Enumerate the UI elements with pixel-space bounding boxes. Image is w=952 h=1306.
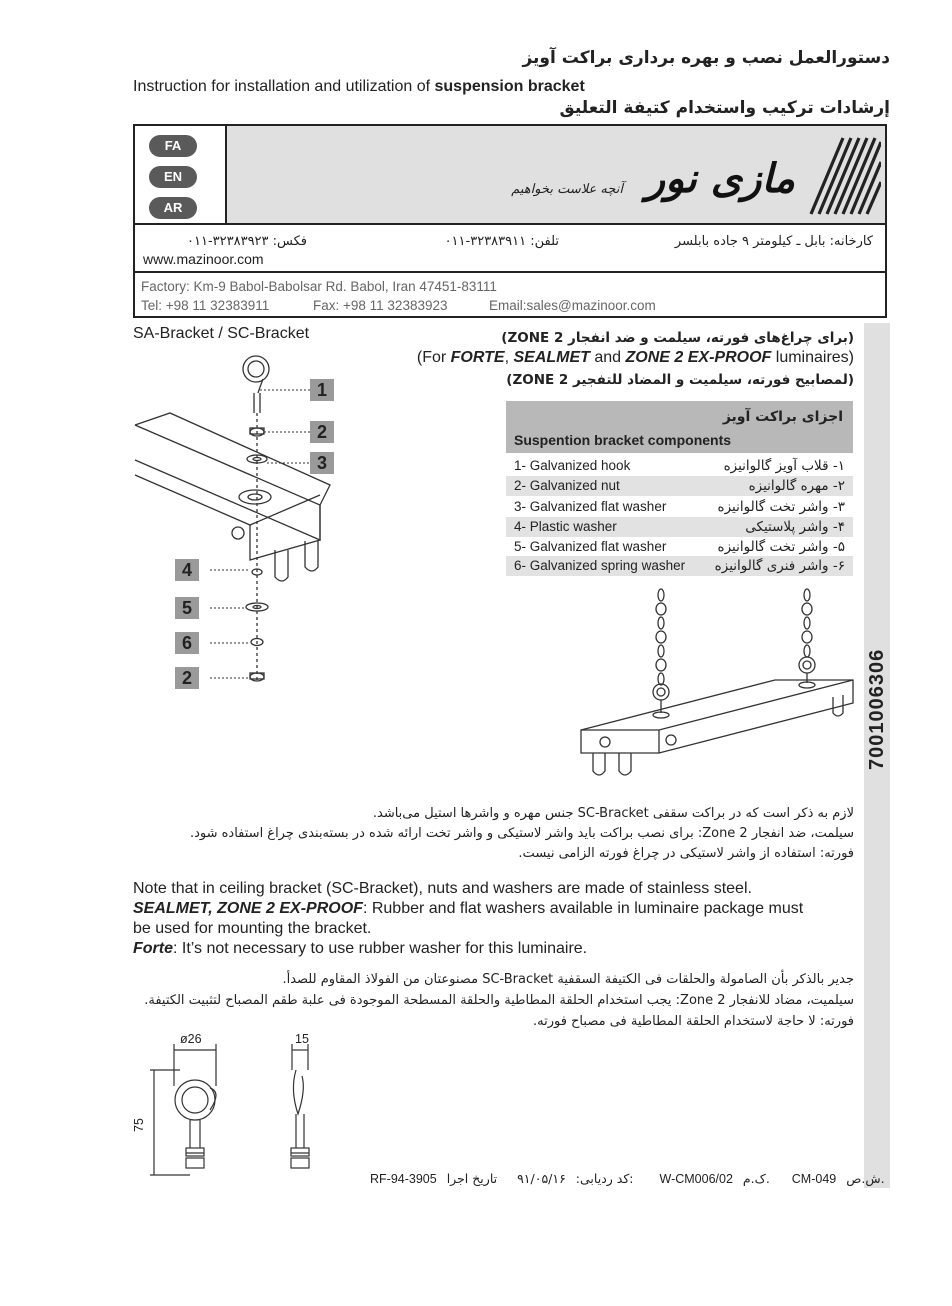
component-fa: ۲- مهره گالوانیزه xyxy=(748,478,845,494)
component-row xyxy=(506,537,853,557)
note-fa-line: فورته: استفاده از واشر لاستیکی در چراغ فورته الزامی نیست. xyxy=(518,846,854,861)
part-number-label: 5 xyxy=(175,597,199,619)
component-en: 2- Galvanized nut xyxy=(514,478,620,493)
part-number-label: 3 xyxy=(310,452,334,474)
title-en xyxy=(133,78,585,96)
dim-diameter: ø26 xyxy=(180,1032,202,1046)
for-en-forte: FORTE xyxy=(450,349,505,366)
bracket-label: SA-Bracket / SC-Bracket xyxy=(133,325,310,342)
for-ar: (لمصابیح فورته، سیلمیت و المضاد للتفجیر ZONE 2) xyxy=(506,372,854,388)
note-fa-line: لازم به ذکر است که در براکت سقفی SC-Bracket جنس مهره و واشرها استیل می‌باشد. xyxy=(372,806,854,821)
component-row xyxy=(506,476,853,496)
title-fa: دستورالعمل نصب و بهره برداری براکت آویز xyxy=(522,48,890,68)
component-row xyxy=(506,556,853,576)
note-en-rest: : It’s not necessary to use rubber washer for this luminaire. xyxy=(173,940,588,957)
for-fa: (برای چراغ‌های فورته، سیلمت و ضد انفجار ZONE 2) xyxy=(501,330,854,346)
component-en: 1- Galvanized hook xyxy=(514,458,631,473)
footer xyxy=(370,1171,885,1186)
tel-fa: تلفن: ۳۲۳۸۳۹۱۱-۰۱۱ xyxy=(444,234,559,249)
component-row xyxy=(506,456,853,476)
header-box xyxy=(133,124,887,318)
for-en xyxy=(417,349,854,367)
for-en-and: and xyxy=(589,349,626,366)
factory-en: Factory: Km-9 Babol-Babolsar Rd. Babol, Iran 47451-83111 xyxy=(141,279,497,294)
note-en-line xyxy=(133,899,853,919)
part-number-label: 2 xyxy=(310,421,334,443)
for-en-prefix: (For xyxy=(416,349,451,366)
components-table-header xyxy=(506,401,853,453)
email-link[interactable]: Email:sales@mazinoor.com xyxy=(489,298,656,313)
for-en-suffix: luminaires) xyxy=(771,349,854,366)
components-title-fa: اجزای براکت آویز xyxy=(722,409,843,425)
component-fa: ۳- واشر تخت گالوانیزه xyxy=(717,499,845,515)
dim-width: 15 xyxy=(295,1032,309,1046)
component-fa: ۴- واشر پلاستیکی xyxy=(745,519,845,535)
component-row xyxy=(506,517,853,537)
component-row xyxy=(506,497,853,517)
footer-km-label: ک.م. xyxy=(742,1171,770,1186)
for-en-sealmet: SEALMET xyxy=(513,349,590,366)
part-number-label: 1 xyxy=(310,379,334,401)
lang-fa-badge[interactable]: FA xyxy=(149,135,197,157)
note-ar-line: فورته: لا حاجة لاستخدام الحلقة المطاطیة فی مصباح فورته. xyxy=(532,1014,854,1029)
hook-dimension-drawing xyxy=(130,1030,340,1180)
fax-fa: فکس: ۳۲۳۸۳۹۲۳-۰۱۱ xyxy=(187,234,307,249)
note-en xyxy=(133,879,853,959)
footer-date-value: ۹۱/۰۵/۱۶ xyxy=(517,1171,566,1186)
logo-slogan: آنچه علاست بخواهیم xyxy=(511,182,623,197)
component-en: 6- Galvanized spring washer xyxy=(514,558,686,573)
note-ar-line: سیلمیت، مضاد للانفجار Zone 2: یجب استخدام الحلقة المطاطیة والحلقة المسطحة الموجودة فی علبة طقم المصباح لتثبیت الكتیفة. xyxy=(144,993,854,1008)
title-en-prefix: Instruction for installation and utilization of xyxy=(133,78,435,95)
footer-ref-value: RF-94-3905 xyxy=(370,1172,437,1186)
dim-height: 75 xyxy=(131,1118,146,1132)
tel-en: Tel: +98 11 32383911 xyxy=(141,298,270,313)
footer-km-value: W-CM006/02 xyxy=(659,1172,733,1186)
footer-ss-value: CM-049 xyxy=(791,1172,837,1186)
components-title-en: Suspention bracket components xyxy=(514,432,732,448)
title-ar: إرشادات تركيب واستخدام كتيفة التعليق xyxy=(559,98,890,118)
component-fa: ۵- واشر تخت گالوانیزه xyxy=(717,539,845,555)
note-en-bold: Forte xyxy=(133,940,173,957)
serial-number: 7001006306 xyxy=(866,648,888,770)
footer-ss-label: ش.ص. xyxy=(846,1171,885,1186)
title-en-bold: suspension bracket xyxy=(434,78,585,95)
note-en-line: be used for mounting the bracket. xyxy=(133,920,372,937)
factory-fa: کارخانه: بابل ـ کیلومتر ۹ جاده بابلسر xyxy=(674,234,873,249)
note-en-bold: SEALMET, ZONE 2 EX-PROOF xyxy=(133,900,363,917)
component-fa: ۶- واشر فنری گالوانیزه xyxy=(714,558,845,574)
logo-stripes-icon xyxy=(807,136,881,216)
component-en: 3- Galvanized flat washer xyxy=(514,499,667,514)
lang-ar-badge[interactable]: AR xyxy=(149,197,197,219)
for-en-comma: , xyxy=(504,349,514,366)
for-en-zone: ZONE 2 EX-PROOF xyxy=(625,349,772,366)
component-fa: ۱- قلاب آویز گالوانیزه xyxy=(723,458,845,474)
note-fa-line: سیلمت، ضد انفجار Zone 2: برای نصب براکت باید واشر لاستیکی و واشر تخت ارائه شده در بسته‌بندی چراغ استفاده شود. xyxy=(189,826,854,841)
note-en-line xyxy=(133,939,853,959)
footer-ref-label: کد ردیابی: xyxy=(575,1171,630,1186)
lang-en-badge[interactable]: EN xyxy=(149,166,197,188)
component-en: 5- Galvanized flat washer xyxy=(514,539,667,554)
logo-brand: مازی نور xyxy=(645,156,795,202)
note-en-rest: : Rubber and flat washers available in luminaire package must xyxy=(362,900,804,917)
part-number-label: 2 xyxy=(175,667,199,689)
part-number-label: 4 xyxy=(175,559,199,581)
website-link[interactable]: www.mazinoor.com xyxy=(143,251,264,267)
part-number-label: 6 xyxy=(175,632,199,654)
note-en-line: Note that in ceiling bracket (SC-Bracket), nuts and washers are made of stainless steel. xyxy=(133,880,752,897)
fax-en: Fax: +98 11 32383923 xyxy=(313,298,448,313)
note-ar-line: جدیر بالذکر بأن الصامولة والحلقات فی الكتيفة السقفية SC-Bracket مصنوعتان من الفولاذ المقاوم للصدأ. xyxy=(282,972,854,987)
assembled-fixture-illustration xyxy=(575,585,860,790)
component-en: 4- Plastic washer xyxy=(514,519,617,534)
footer-date-label: تاریخ اجرا: xyxy=(446,1171,634,1186)
